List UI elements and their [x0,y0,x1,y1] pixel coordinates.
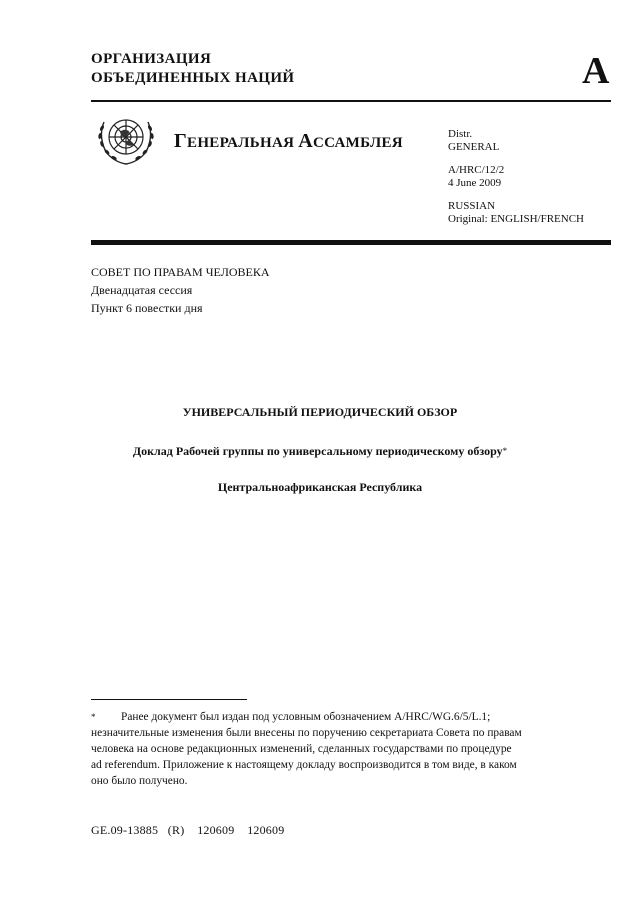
general-assembly-letter: A [582,50,610,92]
council-name: СОВЕТ ПО ПРАВАМ ЧЕЛОВЕКА [91,265,270,279]
report-title-text: Доклад Рабочей группы по универсальному периодическому обзору [132,444,503,458]
un-emblem-icon [94,110,158,168]
header-rule [91,100,611,102]
agenda-item: Пункт 6 повестки дня [91,301,203,315]
document-language: RUSSIAN [448,200,496,212]
footnote-line-4: ad referendum. Приложение к настоящему докладу воспроизводится в том виде, в каком [91,759,517,771]
footnote-line-2: незначительные изменения были внесены по поручению секретариата Совета по правам [91,727,522,739]
report-title [0,444,640,459]
footnote [91,709,591,789]
document-symbol: A/HRC/12/2 [448,164,505,176]
session-name: Двенадцатая сессия [91,283,193,297]
assembly-title-rest-1: ЕНЕРАЛЬНАЯ [187,135,299,151]
original-language: Original: ENGLISH/FRENCH [448,213,584,225]
footnote-line-5: оно было получено. [91,775,188,787]
document-meta [448,128,584,226]
document-title: УНИВЕРСАЛЬНЫЙ ПЕРИОДИЧЕСКИЙ ОБЗОР [182,405,458,419]
footnote-separator [91,699,247,700]
assembly-title-initial-1: Г [174,130,188,152]
organization-name-line1: ОРГАНИЗАЦИЯ [91,51,212,67]
country-name: Центральноафриканская Республика [217,480,423,494]
header-bottom-rule [91,240,611,245]
document-job-code: GE.09-13885 (R) 120609 120609 [91,823,285,837]
assembly-title-rest-2: ССАМБЛЕЯ [313,135,403,151]
document-date: 4 June 2009 [448,177,502,189]
assembly-title [174,130,403,153]
footnote-line-1: Ранее документ был издан под условным обозначением A/HRC/WG.6/5/L.1; [121,711,491,723]
assembly-title-initial-2: А [298,130,314,152]
distr-value: GENERAL [448,141,500,153]
session-block [91,263,270,317]
report-footnote-mark: * [502,446,508,456]
organization-name-line2: ОБЪЕДИНЕННЫХ НАЦИЙ [91,70,295,86]
footnote-mark: * [91,712,96,722]
footnote-line-3: человека на основе редакционных изменений, сделанных государствами по процедуре [91,743,512,755]
distr-label: Distr. [448,128,473,140]
